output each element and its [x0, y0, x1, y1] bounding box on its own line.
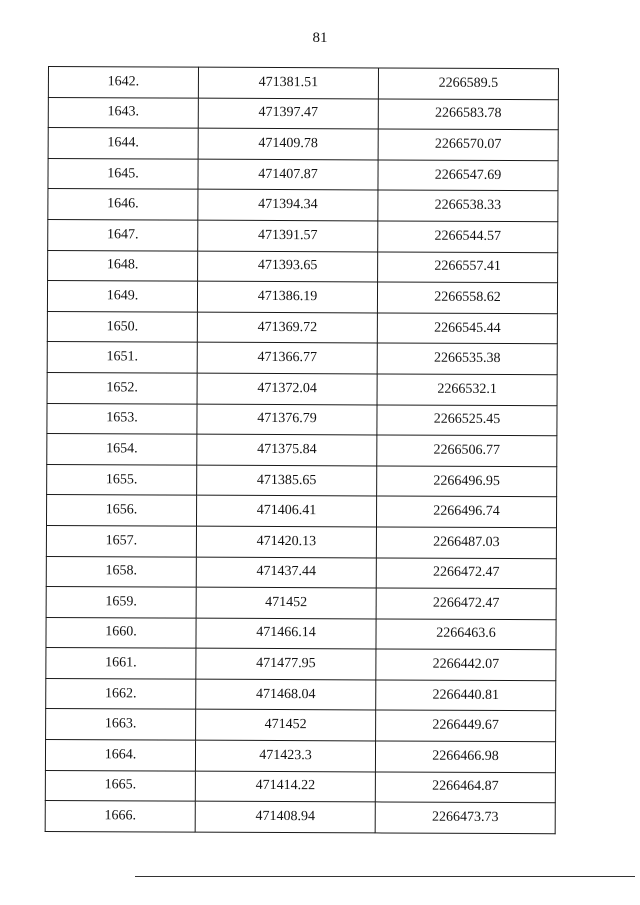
- x-coordinate: 471452: [196, 587, 376, 618]
- table-row: [48, 189, 558, 222]
- table-row: [47, 311, 557, 344]
- y-coordinate: 2266557.41: [378, 252, 558, 283]
- coordinates-table-container: [45, 66, 558, 834]
- point-number: 1647.: [48, 219, 198, 250]
- point-number: 1663.: [46, 709, 196, 740]
- y-coordinate: 2266538.33: [378, 190, 558, 221]
- y-coordinate: 2266506.77: [377, 435, 557, 466]
- y-coordinate: 2266473.73: [375, 802, 555, 833]
- y-coordinate: 2266558.62: [377, 282, 557, 313]
- y-coordinate: 2266464.87: [375, 772, 555, 803]
- y-coordinate: 2266449.67: [376, 710, 556, 741]
- point-number: 1656.: [46, 495, 196, 526]
- x-coordinate: 471369.72: [197, 312, 377, 343]
- table-row: [47, 434, 557, 467]
- point-number: 1643.: [48, 97, 198, 128]
- y-coordinate: 2266496.74: [376, 496, 556, 527]
- point-number: 1645.: [48, 158, 198, 189]
- table-row: [48, 128, 558, 161]
- y-coordinate: 2266525.45: [377, 404, 557, 435]
- x-coordinate: 471423.3: [195, 740, 375, 771]
- table-row: [48, 97, 558, 130]
- point-number: 1666.: [45, 801, 195, 832]
- point-number: 1661.: [46, 648, 196, 679]
- x-coordinate: 471437.44: [196, 557, 376, 588]
- y-coordinate: 2266472.47: [376, 557, 556, 588]
- table-row: [48, 67, 558, 100]
- point-number: 1653.: [47, 403, 197, 434]
- table-row: [48, 250, 558, 283]
- table-row: [48, 219, 558, 252]
- x-coordinate: 471375.84: [197, 434, 377, 465]
- x-coordinate: 471393.65: [198, 251, 378, 282]
- x-coordinate: 471397.47: [198, 98, 378, 129]
- x-coordinate: 471408.94: [195, 801, 375, 832]
- y-coordinate: 2266442.07: [376, 649, 556, 680]
- point-number: 1662.: [46, 678, 196, 709]
- x-coordinate: 471394.34: [198, 190, 378, 221]
- table-row: [46, 617, 556, 650]
- table-row: [47, 403, 557, 436]
- point-number: 1648.: [48, 250, 198, 281]
- y-coordinate: 2266496.95: [377, 466, 557, 497]
- point-number: 1652.: [47, 372, 197, 403]
- table-row: [47, 464, 557, 497]
- table-row: [46, 495, 556, 528]
- point-number: 1659.: [46, 587, 196, 618]
- y-coordinate: 2266463.6: [376, 619, 556, 650]
- point-number: 1655.: [47, 464, 197, 495]
- x-coordinate: 471466.14: [196, 618, 376, 649]
- point-number: 1644.: [48, 128, 198, 159]
- x-coordinate: 471409.78: [198, 128, 378, 159]
- x-coordinate: 471477.95: [196, 648, 376, 679]
- point-number: 1664.: [45, 740, 195, 771]
- table-row: [45, 770, 555, 803]
- x-coordinate: 471407.87: [198, 159, 378, 190]
- y-coordinate: 2266440.81: [376, 680, 556, 711]
- table-row: [46, 648, 556, 681]
- x-coordinate: 471406.41: [196, 495, 376, 526]
- y-coordinate: 2266570.07: [378, 129, 558, 160]
- table-row: [46, 709, 556, 742]
- x-coordinate: 471414.22: [195, 771, 375, 802]
- point-number: 1650.: [47, 311, 197, 342]
- table-row: [46, 525, 556, 558]
- point-number: 1651.: [47, 342, 197, 373]
- x-coordinate: 471386.19: [197, 281, 377, 312]
- table-row: [47, 281, 557, 314]
- y-coordinate: 2266535.38: [377, 343, 557, 374]
- table-row: [46, 556, 556, 589]
- table-row: [47, 372, 557, 405]
- x-coordinate: 471420.13: [196, 526, 376, 557]
- point-number: 1657.: [46, 525, 196, 556]
- point-number: 1646.: [48, 189, 198, 220]
- x-coordinate: 471376.79: [197, 404, 377, 435]
- y-coordinate: 2266466.98: [375, 741, 555, 772]
- x-coordinate: 471372.04: [197, 373, 377, 404]
- x-coordinate: 471452: [196, 710, 376, 741]
- point-number: 1649.: [47, 281, 197, 312]
- y-coordinate: 2266487.03: [376, 527, 556, 558]
- page-bottom-divider: [135, 876, 635, 877]
- page-number: 81: [312, 30, 328, 46]
- x-coordinate: 471381.51: [198, 67, 378, 98]
- point-number: 1642.: [48, 67, 198, 98]
- point-number: 1665.: [45, 770, 195, 801]
- x-coordinate: 471385.65: [197, 465, 377, 496]
- table-row: [45, 801, 555, 834]
- y-coordinate: 2266583.78: [378, 99, 558, 130]
- table-row: [48, 158, 558, 191]
- table-row: [46, 678, 556, 711]
- point-number: 1660.: [46, 617, 196, 648]
- y-coordinate: 2266545.44: [377, 313, 557, 344]
- table-row: [47, 342, 557, 375]
- x-coordinate: 471391.57: [198, 220, 378, 251]
- table-row: [46, 587, 556, 620]
- y-coordinate: 2266547.69: [378, 160, 558, 191]
- x-coordinate: 471468.04: [196, 679, 376, 710]
- y-coordinate: 2266532.1: [377, 374, 557, 405]
- point-number: 1658.: [46, 556, 196, 587]
- x-coordinate: 471366.77: [197, 342, 377, 373]
- y-coordinate: 2266589.5: [378, 68, 558, 99]
- point-number: 1654.: [47, 434, 197, 465]
- table-row: [45, 740, 555, 773]
- y-coordinate: 2266472.47: [376, 588, 556, 619]
- coordinates-table: [45, 66, 559, 834]
- y-coordinate: 2266544.57: [378, 221, 558, 252]
